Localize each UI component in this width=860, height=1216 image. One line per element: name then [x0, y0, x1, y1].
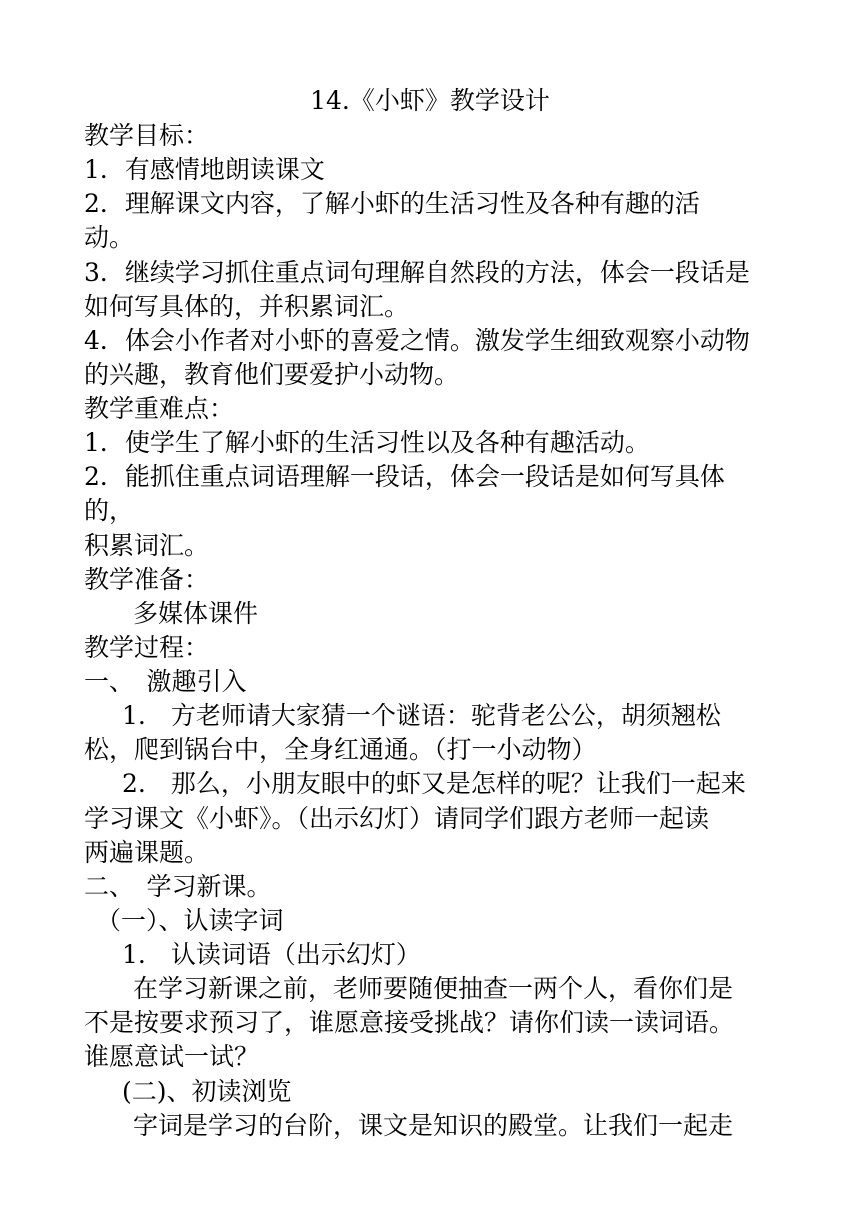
subsection-1-paragraph: 在学习新课之前，老师要随便抽查一两个人，看你们是: [133, 974, 734, 1003]
goal-item-2-cont: 动。: [84, 223, 135, 252]
difficulty-item-2-cont: 的，: [84, 496, 135, 525]
section-1-item-2: 2. 那么，小朋友眼中的虾又是怎样的呢？让我们一起来: [122, 769, 746, 798]
section-1-heading: 一、 激趣引入: [84, 667, 247, 696]
subsection-1-heading: （一）、认读字词: [96, 906, 284, 935]
preparation-item: 多媒体课件: [133, 599, 259, 628]
section-1-item-1-cont: 松，爬到锅台中，全身红通通。（打一小动物）: [84, 735, 597, 764]
difficulty-item-1: 1．使学生了解小虾的生活习性以及各种有趣活动。: [84, 428, 650, 457]
goal-item-3: 3．继续学习抓住重点词句理解自然段的方法，体会一段话是: [84, 258, 750, 287]
section-1-item-1: 1. 方老师请大家猜一个谜语：驼背老公公，胡须翘松: [122, 701, 721, 730]
section-1-item-2-cont: 学习课文《小虾》。（出示幻灯）请同学们跟方老师一起读: [84, 804, 710, 833]
goal-item-3-cont: 如何写具体的，并积累词汇。: [84, 292, 410, 321]
goal-item-4-cont: 的兴趣，教育他们要爱护小动物。: [84, 360, 460, 389]
goal-item-1: 1．有感情地朗读课文: [84, 155, 325, 184]
subsection-2-heading: (二)、初读浏览: [122, 1077, 292, 1106]
heading-preparation: 教学准备：: [84, 565, 210, 594]
section-1-item-2-cont2: 两遍课题。: [84, 838, 210, 867]
difficulty-item-2-cont2: 积累词汇。: [84, 531, 210, 560]
subsection-1-paragraph-cont2: 谁愿意试一试？: [84, 1042, 260, 1071]
heading-key-difficulties: 教学重难点：: [84, 394, 235, 423]
goal-item-4: 4．体会小作者对小虾的喜爱之情。激发学生细致观察小动物: [84, 326, 750, 355]
goal-item-2: 2．理解课文内容，了解小虾的生活习性及各种有趣的活: [84, 189, 700, 218]
heading-process: 教学过程：: [84, 633, 210, 662]
section-2-heading: 二、 学习新课。: [84, 872, 272, 901]
subsection-2-paragraph: 字词是学习的台阶，课文是知识的殿堂。让我们一起走: [133, 1111, 734, 1140]
subsection-1-paragraph-cont: 不是按要求预习了，谁愿意接受挑战？请你们读一读词语。: [84, 1008, 735, 1037]
subsection-1-item-1: 1. 认读词语（出示幻灯）: [122, 940, 421, 969]
difficulty-item-2: 2．能抓住重点词语理解一段话，体会一段话是如何写具体: [84, 462, 725, 491]
heading-teaching-goals: 教学目标：: [84, 121, 210, 150]
document-title: 14.《小虾》教学设计: [310, 86, 550, 115]
